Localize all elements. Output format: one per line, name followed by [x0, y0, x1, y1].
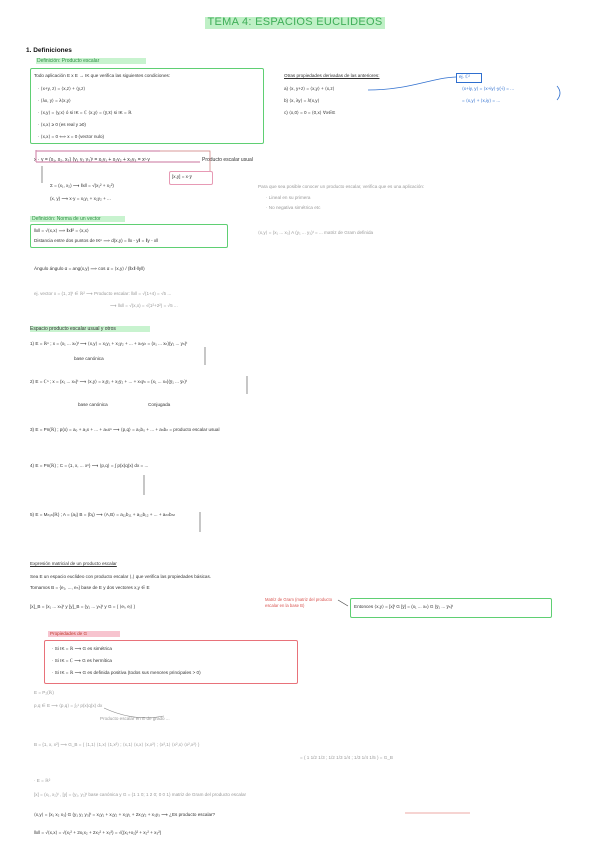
props-g-item: · Si IK = ℝ ⟶ G es simétrica — [52, 646, 112, 651]
gram-equation: [x]_B = (x₁ ... xₙ)ᵗ y [y]_B = (y₁ ... yₙ)ᵗ y G = ( ⟨eᵢ, eⱼ⟩ ) — [30, 604, 136, 609]
bases-item: 5) E = Mₙₓₙ(ℝ) ; A = (aᵢⱼ) B = (bᵢⱼ) ⟶ ⟨A,B⟩ = a₁₁b₁₁ + a₁₂b₁₂ + ... + aₙₙbₙₙ — [30, 512, 176, 517]
gram-label: Expresión matricial de un producto escalar — [30, 561, 117, 566]
example-r-line: · E = ℝ² — [34, 778, 51, 783]
bases-note: base canónica — [74, 356, 104, 361]
other-prop-item: b) ⟨x, λy⟩ = λ̄⟨x,y⟩ — [284, 98, 320, 103]
usual-product-label: Producto escalar usual — [202, 157, 253, 163]
example-p-line: p,q ∈ E ⟶ ⟨p,q⟩ = ∫₀¹ p(x)q(x) dx — [34, 703, 103, 708]
props-g-item: · Si IK = ℂ ⟶ G es hermítica — [52, 658, 112, 663]
norm-example: ej. vector x = (1, 2)ᵗ ∈ ℝ² ⟶ Producto escalar: ‖x‖ = √(1+4) = √5 ... — [34, 291, 172, 296]
property-item: · ⟨x,y⟩ = ⟨y,x⟩ ó si IK = ℂ ⟨x,y⟩ = ⟨ȳ,x̄⟩ si IK = ℝ — [38, 110, 132, 115]
example-r-line: ⟨x,y⟩ = (x₁ x₂ x₃) G (y₁ y₂ y₃)ᵗ = x₁y₁ + x₁y₂ + x₂y₁ + 2x₂y₂ + x₃y₃ ⟶ ¿Es producto escalar? — [34, 812, 216, 817]
property-item: · ⟨x+y, z⟩ = ⟨x,z⟩ + ⟨y,z⟩ — [38, 86, 86, 91]
note-line: · Lineal en su primera — [266, 195, 311, 200]
other-props-title: Otras propiedades derivadas de las anteriores: — [284, 73, 380, 78]
property-item: · ⟨x,x⟩ ≥ 0 (es real y ≥0) — [38, 122, 86, 127]
example-p-line: Producto escalar en E de grado ... — [100, 716, 170, 721]
example-r-line: ‖x‖ = √⟨x,x⟩ = √(x₁² + 2x₁x₂ + 2x₂² + x₃²) = √((x₁+x₂)² + x₂² + x₃²) — [34, 830, 162, 835]
other-prop-item: a) ⟨x, y+z⟩ = ⟨x,y⟩ + ⟨x,z⟩ — [284, 86, 335, 91]
gram-result: Entonces ⟨x,y⟩ = [x]ᵗ G [ȳ] = (x₁ ... xₙ) G (ȳ₁ ... ȳₙ)ᵗ — [354, 604, 454, 609]
norm-example: ⟶ ‖x‖ = √(x,x) = √(1²+2²) = √5 ... — [110, 303, 178, 308]
definition-intro: Todo aplicación E x E → IK que verifica las siguientes condiciones: — [34, 73, 171, 78]
gram-line: Sea E un espacio euclideo con producto escalar ⟨,⟩ que verifica las propiedades básicas. — [30, 574, 212, 579]
note-line: · No negativa simétrica etc — [266, 205, 321, 210]
props-g-item: · Si IK = ℝ ⟶ G es definida positiva (todos sus menores principales > 0) — [52, 670, 201, 675]
note-line: Para que sea posible conocer un producto escalar, verifica que es una aplicación: — [258, 184, 425, 189]
bases-item: 3) E = Pn(ℝ) ; p(x) = a₀ + a₁x + ... + aₙxⁿ ⟶ ⟨p,q⟩ = a₀b₀ + ... + aₙbₙ = producto escalar usual — [30, 427, 220, 432]
example-tag: ej. ℂ² — [459, 74, 470, 79]
angle-line: Ángulo ángulo α = ang(x,y) ⟹ cos α = ⟨x,y⟩ / (‖x‖·‖y‖) — [34, 266, 145, 271]
side-equation: ⟨x+iy, y⟩ = ⟨x+iy⟩·y(-i) = ... — [462, 86, 515, 91]
page-title: TEMA 4: ESPACIOS EUCLIDEOS — [207, 16, 383, 28]
note-equation: ⟨x,y⟩ = (x₁ ... x₃) A (y₁ ... y₃)ᵗ = ... matriz de Gram definida — [258, 230, 374, 235]
property-item: · ⟨x,x⟩ = 0 ⟺ x = 0 (vector nulo) — [38, 134, 105, 139]
bases-note: Conjugada — [148, 402, 171, 407]
example-p-line: E = P₂(ℝ) — [34, 690, 54, 695]
property-item: · ⟨λx, y⟩ = λ⟨x,y⟩ — [38, 98, 71, 103]
bases-item: 4) E = Pn(ℝ) ; C = (1, x, ... xⁿ) ⟶ ⟨p,q⟩ = ∫ p(x)q(x) dx = ... — [30, 463, 149, 468]
example-p-line: B = {1, x, x²} ⟶ G_B = ( ⟨1,1⟩ ⟨1,x⟩ ⟨1,x²⟩ ; ⟨x,1⟩ ⟨x,x⟩ ⟨x,x²⟩ ; ⟨x²,1⟩ ⟨x²,x⟩ ⟨x²,x²⟩ ) — [34, 742, 200, 747]
distance-line: Distancia entre dos puntos de IKⁿ ⟹ d(x,y) = ‖x - y‖ = ‖y - x‖ — [34, 238, 159, 243]
side-equation: = ⟨x,y⟩ + ⟨x,iy⟩ = ... — [462, 98, 501, 103]
norm-label: Definición: Norma de un vector — [32, 216, 101, 222]
norm-line: ‖x‖ = √⟨x,x⟩ ⟹ ‖x‖² = ⟨x,x⟩ — [34, 228, 89, 233]
pink-formula: [x,y] = x·ȳ — [172, 174, 192, 179]
bases-item: 2) E = ℂⁿ ; x = (x₁ ... xₙ)ᵗ ⟶ ⟨x,y⟩ = x₁ȳ₁ + x₂ȳ₂ + ... + xₙȳₙ = (x₁ ... xₙ)(ȳ₁ ... ȳₙ)ᵗ — [30, 379, 187, 384]
section-heading: 1. Definiciones — [26, 47, 72, 54]
norm-row: Σ = (x₁, x₂) ⟶ ‖x‖ = √(x₁² + x₂²) — [50, 183, 114, 188]
example-p-line: = ( 1 1/2 1/3 ; 1/2 1/3 1/4 ; 1/3 1/4 1/5 ) = G_B — [300, 755, 393, 760]
bases-note: base canónica — [78, 402, 108, 407]
product-row: (x, y) ⟶ x·y = x₁y₁ + x₂y₂ + ... — [50, 196, 111, 201]
gram-red-note: Matriz de Gram (matriz del producto escalar en la base B) — [265, 597, 333, 608]
props-g-label: Propiedades de G — [50, 631, 88, 636]
gram-line: Tomamos B = {e₁, ..., eₙ} base de E y dos vectores x,y ∈ E — [30, 585, 150, 590]
other-prop-item: c) ⟨x,0⟩ = 0 = ⟨0,x⟩ ∀x∈E — [284, 110, 336, 115]
bases-label: Espacio producto escalar usual y otros — [30, 326, 116, 332]
usual-product-equation: x · y = (x₁, x₂, x₃) (y₁ y₂ y₃)ᵗ = x₁y₁ + x₂y₂ + x₃y₃ = xᵗ·y — [34, 157, 150, 163]
example-r-line: [x] = (x₁, x₂)ᵗ , [y] = (y₁, y₂)ᵗ base canónica y G = (1 1 0; 1 2 0; 0 0 1) matriz de Gram del producto escalar — [34, 792, 247, 797]
bases-item: 1) E = ℝⁿ ; x = (x₁ ... xₙ)ᵗ ⟶ ⟨x,y⟩ = x₁y₁ + x₂y₂ + ... + xₙyₙ = (x₁ ... xₙ)(y₁ ... yₙ)ᵗ — [30, 341, 188, 346]
definition-label: Definición: Producto escalar — [37, 58, 100, 64]
